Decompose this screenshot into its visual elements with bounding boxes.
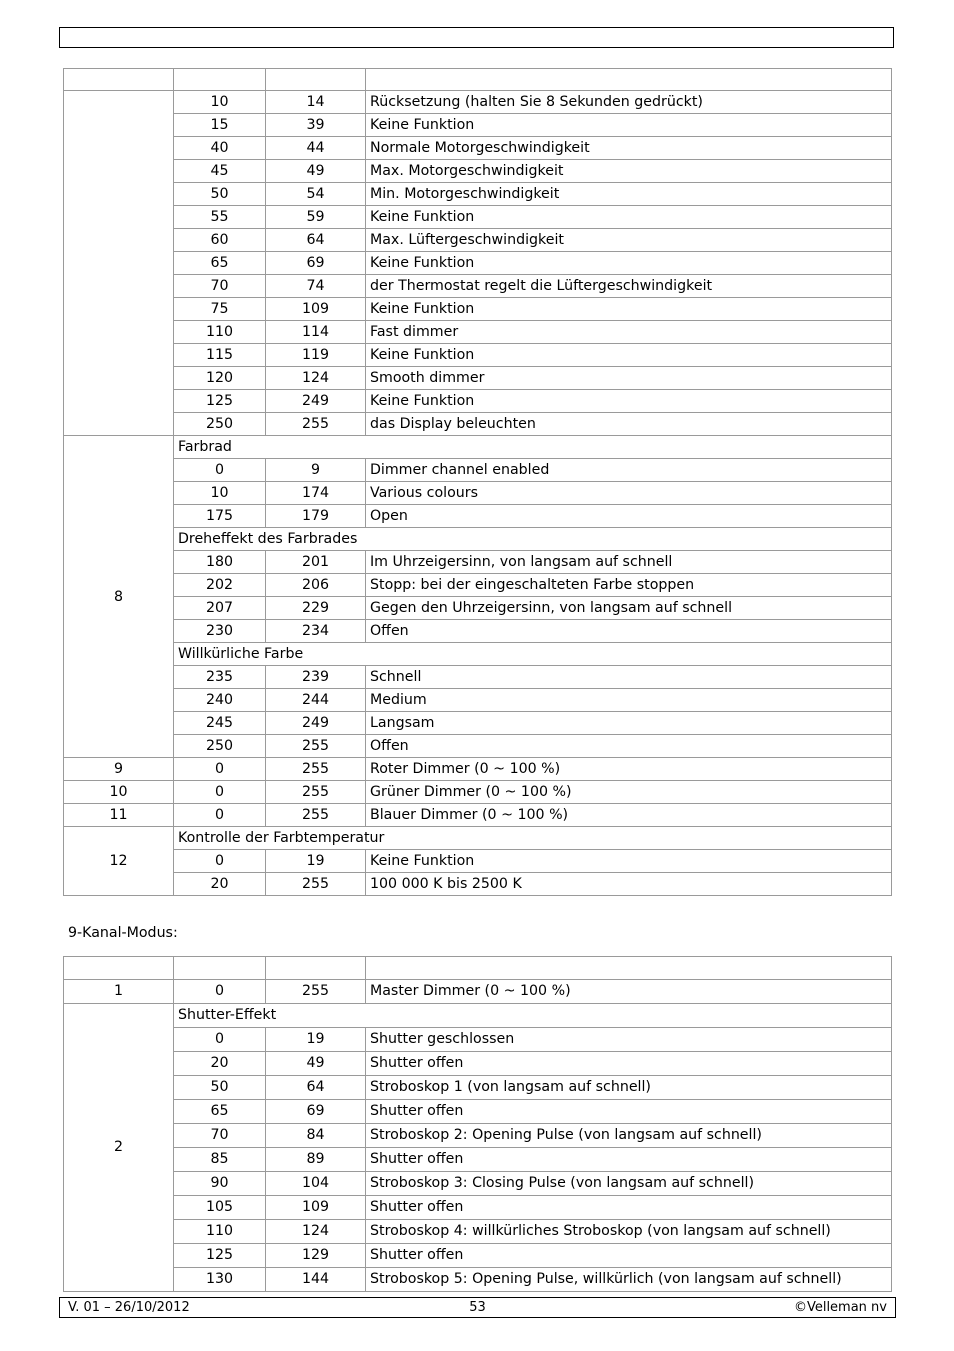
section-heading-cell: Kontrolle der Farbtemperatur xyxy=(174,827,892,850)
table-row xyxy=(64,804,892,827)
function-cell: das Display beleuchten xyxy=(366,413,892,436)
value-to-cell: 249 xyxy=(266,712,366,735)
function-cell: Medium xyxy=(366,689,892,712)
value-from-cell: 207 xyxy=(174,597,266,620)
value-to-cell: 54 xyxy=(266,183,366,206)
value-from-cell: 202 xyxy=(174,574,266,597)
value-from-cell: 250 xyxy=(174,413,266,436)
value-from-cell: 175 xyxy=(174,505,266,528)
table-row xyxy=(64,436,892,459)
function-cell: Keine Funktion xyxy=(366,252,892,275)
table-row xyxy=(64,597,892,620)
value-to-cell: 206 xyxy=(266,574,366,597)
value-to-cell: 9 xyxy=(266,459,366,482)
table-row xyxy=(64,873,892,896)
value-to-cell: 109 xyxy=(266,1196,366,1220)
table-row xyxy=(64,574,892,597)
table-row xyxy=(64,1220,892,1244)
table-row xyxy=(64,1244,892,1268)
value-from-cell: 0 xyxy=(174,804,266,827)
value-from-cell: 65 xyxy=(174,252,266,275)
value-to-cell: 255 xyxy=(266,873,366,896)
function-cell: Roter Dimmer (0 ~ 100 %) xyxy=(366,758,892,781)
table-row xyxy=(64,850,892,873)
section-heading-cell: Dreheffekt des Farbrades xyxy=(174,528,892,551)
value-from-cell: 110 xyxy=(174,1220,266,1244)
value-to-cell: 104 xyxy=(266,1172,366,1196)
value-to-cell: 124 xyxy=(266,367,366,390)
value-from-cell: 230 xyxy=(174,620,266,643)
function-cell: Keine Funktion xyxy=(366,206,892,229)
value-from-cell: 180 xyxy=(174,551,266,574)
table-row xyxy=(64,551,892,574)
table-row xyxy=(64,160,892,183)
page-header-box xyxy=(59,27,894,48)
value-to-cell xyxy=(266,69,366,91)
table-row xyxy=(64,229,892,252)
function-cell: Normale Motorgeschwindigkeit xyxy=(366,137,892,160)
function-cell: Stroboskop 3: Closing Pulse (von langsam auf schnell) xyxy=(366,1172,892,1196)
function-cell: Fast dimmer xyxy=(366,321,892,344)
table-row xyxy=(64,206,892,229)
function-cell: Max. Lüftergeschwindigkeit xyxy=(366,229,892,252)
value-to-cell: 174 xyxy=(266,482,366,505)
function-cell: Min. Motorgeschwindigkeit xyxy=(366,183,892,206)
function-cell: Shutter offen xyxy=(366,1196,892,1220)
version-date: V. 01 – 26/10/2012 xyxy=(68,1300,190,1315)
table-row xyxy=(64,827,892,850)
function-cell: Grüner Dimmer (0 ~ 100 %) xyxy=(366,781,892,804)
value-to-cell xyxy=(266,957,366,980)
value-to-cell: 114 xyxy=(266,321,366,344)
function-cell: Shutter geschlossen xyxy=(366,1028,892,1052)
section-heading-cell: Farbrad xyxy=(174,436,892,459)
function-cell: Stroboskop 2: Opening Pulse (von langsam auf schnell) xyxy=(366,1124,892,1148)
value-to-cell: 124 xyxy=(266,1220,366,1244)
function-cell: Shutter offen xyxy=(366,1100,892,1124)
function-cell: Offen xyxy=(366,620,892,643)
function-cell: Max. Motorgeschwindigkeit xyxy=(366,160,892,183)
value-from-cell: 50 xyxy=(174,183,266,206)
value-from-cell: 110 xyxy=(174,321,266,344)
function-cell: Master Dimmer (0 ~ 100 %) xyxy=(366,980,892,1004)
table-row xyxy=(64,1028,892,1052)
table-row xyxy=(64,712,892,735)
function-cell: Dimmer channel enabled xyxy=(366,459,892,482)
value-from-cell: 90 xyxy=(174,1172,266,1196)
value-to-cell: 69 xyxy=(266,1100,366,1124)
value-from-cell: 70 xyxy=(174,275,266,298)
value-from-cell: 10 xyxy=(174,482,266,505)
value-from-cell: 55 xyxy=(174,206,266,229)
table-row xyxy=(64,91,892,114)
table-row xyxy=(64,137,892,160)
function-cell xyxy=(366,69,892,91)
value-to-cell: 44 xyxy=(266,137,366,160)
value-to-cell: 89 xyxy=(266,1148,366,1172)
value-to-cell: 249 xyxy=(266,390,366,413)
function-cell: Keine Funktion xyxy=(366,114,892,137)
value-from-cell: 120 xyxy=(174,367,266,390)
value-to-cell: 64 xyxy=(266,1076,366,1100)
value-from-cell: 235 xyxy=(174,666,266,689)
table-row xyxy=(64,459,892,482)
value-from-cell: 20 xyxy=(174,1052,266,1076)
value-from-cell: 115 xyxy=(174,344,266,367)
value-from-cell: 125 xyxy=(174,390,266,413)
value-to-cell: 69 xyxy=(266,252,366,275)
table-row xyxy=(64,643,892,666)
function-cell: Various colours xyxy=(366,482,892,505)
table-row xyxy=(64,275,892,298)
function-cell: Im Uhrzeigersinn, von langsam auf schnell xyxy=(366,551,892,574)
value-to-cell: 229 xyxy=(266,597,366,620)
function-cell: Keine Funktion xyxy=(366,298,892,321)
table-row xyxy=(64,482,892,505)
value-from-cell: 70 xyxy=(174,1124,266,1148)
channel-cell: 1 xyxy=(64,980,174,1004)
table-row xyxy=(64,298,892,321)
value-from-cell: 245 xyxy=(174,712,266,735)
value-from-cell: 40 xyxy=(174,137,266,160)
table-row xyxy=(64,620,892,643)
function-cell: Stroboskop 1 (von langsam auf schnell) xyxy=(366,1076,892,1100)
table-row xyxy=(64,1268,892,1292)
value-from-cell: 105 xyxy=(174,1196,266,1220)
value-from-cell: 0 xyxy=(174,781,266,804)
table-row xyxy=(64,344,892,367)
function-cell: Keine Funktion xyxy=(366,850,892,873)
value-to-cell: 255 xyxy=(266,413,366,436)
table-row xyxy=(64,1076,892,1100)
table-row xyxy=(64,183,892,206)
channel-cell xyxy=(64,69,174,91)
value-from-cell: 75 xyxy=(174,298,266,321)
value-to-cell: 119 xyxy=(266,344,366,367)
function-cell: Stroboskop 5: Opening Pulse, willkürlich (von langsam auf schnell) xyxy=(366,1268,892,1292)
channel-cell xyxy=(64,957,174,980)
value-to-cell: 19 xyxy=(266,850,366,873)
value-to-cell: 144 xyxy=(266,1268,366,1292)
table-header-row xyxy=(64,957,892,980)
value-to-cell: 59 xyxy=(266,206,366,229)
function-cell: Stroboskop 4: willkürliches Stroboskop (von langsam auf schnell) xyxy=(366,1220,892,1244)
value-from-cell: 125 xyxy=(174,1244,266,1268)
value-to-cell: 129 xyxy=(266,1244,366,1268)
value-from-cell: 65 xyxy=(174,1100,266,1124)
table-row xyxy=(64,252,892,275)
value-from-cell: 10 xyxy=(174,91,266,114)
function-cell: Open xyxy=(366,505,892,528)
function-cell: 100 000 K bis 2500 K xyxy=(366,873,892,896)
value-to-cell: 84 xyxy=(266,1124,366,1148)
value-to-cell: 255 xyxy=(266,735,366,758)
function-cell: Blauer Dimmer (0 ~ 100 %) xyxy=(366,804,892,827)
function-cell: Langsam xyxy=(366,712,892,735)
copyright: ©Velleman nv xyxy=(793,1300,887,1315)
table-row xyxy=(64,980,892,1004)
value-from-cell: 50 xyxy=(174,1076,266,1100)
function-cell: Rücksetzung (halten Sie 8 Sekunden gedrückt) xyxy=(366,91,892,114)
table-row xyxy=(64,413,892,436)
value-from-cell: 20 xyxy=(174,873,266,896)
page-number: 53 xyxy=(469,1300,486,1315)
table-row xyxy=(64,758,892,781)
table-row xyxy=(64,69,892,91)
function-cell: Offen xyxy=(366,735,892,758)
section-heading-cell: Shutter-Effekt xyxy=(174,1004,892,1028)
value-to-cell: 244 xyxy=(266,689,366,712)
table-row xyxy=(64,689,892,712)
section-heading-cell: Willkürliche Farbe xyxy=(174,643,892,666)
section-label-9-channel-mode: 9-Kanal-Modus: xyxy=(68,925,178,941)
value-to-cell: 255 xyxy=(266,804,366,827)
channel-cell: 9 xyxy=(64,758,174,781)
function-cell xyxy=(366,957,892,980)
value-to-cell: 179 xyxy=(266,505,366,528)
function-cell: Stopp: bei der eingeschalteten Farbe stoppen xyxy=(366,574,892,597)
value-from-cell: 0 xyxy=(174,1028,266,1052)
value-to-cell: 255 xyxy=(266,980,366,1004)
value-from-cell: 0 xyxy=(174,850,266,873)
table-row xyxy=(64,1196,892,1220)
value-to-cell: 39 xyxy=(266,114,366,137)
function-cell: Shutter offen xyxy=(366,1244,892,1268)
value-to-cell: 14 xyxy=(266,91,366,114)
value-from-cell: 0 xyxy=(174,459,266,482)
table-row xyxy=(64,666,892,689)
table-row xyxy=(64,114,892,137)
channel-cell: 11 xyxy=(64,804,174,827)
value-from-cell: 60 xyxy=(174,229,266,252)
value-to-cell: 74 xyxy=(266,275,366,298)
dmx-channel-table-continued xyxy=(63,68,892,896)
table-row xyxy=(64,1052,892,1076)
value-to-cell: 201 xyxy=(266,551,366,574)
value-to-cell: 255 xyxy=(266,781,366,804)
dmx-channel-table-9ch xyxy=(63,956,892,1292)
value-to-cell: 49 xyxy=(266,1052,366,1076)
channel-cell xyxy=(64,91,174,436)
value-from-cell: 85 xyxy=(174,1148,266,1172)
function-cell: Schnell xyxy=(366,666,892,689)
value-from-cell: 130 xyxy=(174,1268,266,1292)
table-row xyxy=(64,781,892,804)
function-cell: Smooth dimmer xyxy=(366,367,892,390)
channel-cell: 8 xyxy=(64,436,174,758)
value-from-cell: 0 xyxy=(174,980,266,1004)
value-from-cell xyxy=(174,957,266,980)
value-to-cell: 19 xyxy=(266,1028,366,1052)
value-from-cell: 15 xyxy=(174,114,266,137)
value-to-cell: 49 xyxy=(266,160,366,183)
table-row xyxy=(64,505,892,528)
page-footer xyxy=(59,1297,896,1318)
value-from-cell: 250 xyxy=(174,735,266,758)
table-row xyxy=(64,390,892,413)
value-from-cell: 0 xyxy=(174,758,266,781)
value-to-cell: 234 xyxy=(266,620,366,643)
value-from-cell: 45 xyxy=(174,160,266,183)
table-row xyxy=(64,735,892,758)
function-cell: Gegen den Uhrzeigersinn, von langsam auf schnell xyxy=(366,597,892,620)
value-to-cell: 255 xyxy=(266,758,366,781)
function-cell: Keine Funktion xyxy=(366,390,892,413)
channel-cell: 12 xyxy=(64,827,174,896)
function-cell: Shutter offen xyxy=(366,1052,892,1076)
value-to-cell: 239 xyxy=(266,666,366,689)
function-cell: der Thermostat regelt die Lüftergeschwindigkeit xyxy=(366,275,892,298)
table-row xyxy=(64,1148,892,1172)
table-row xyxy=(64,1172,892,1196)
value-to-cell: 109 xyxy=(266,298,366,321)
value-to-cell: 64 xyxy=(266,229,366,252)
table-row xyxy=(64,1124,892,1148)
function-cell: Keine Funktion xyxy=(366,344,892,367)
table-row xyxy=(64,321,892,344)
channel-cell: 2 xyxy=(64,1004,174,1292)
value-from-cell xyxy=(174,69,266,91)
table-row xyxy=(64,1004,892,1028)
function-cell: Shutter offen xyxy=(366,1148,892,1172)
table-row xyxy=(64,1100,892,1124)
channel-cell: 10 xyxy=(64,781,174,804)
table-row xyxy=(64,528,892,551)
value-from-cell: 240 xyxy=(174,689,266,712)
table-row xyxy=(64,367,892,390)
